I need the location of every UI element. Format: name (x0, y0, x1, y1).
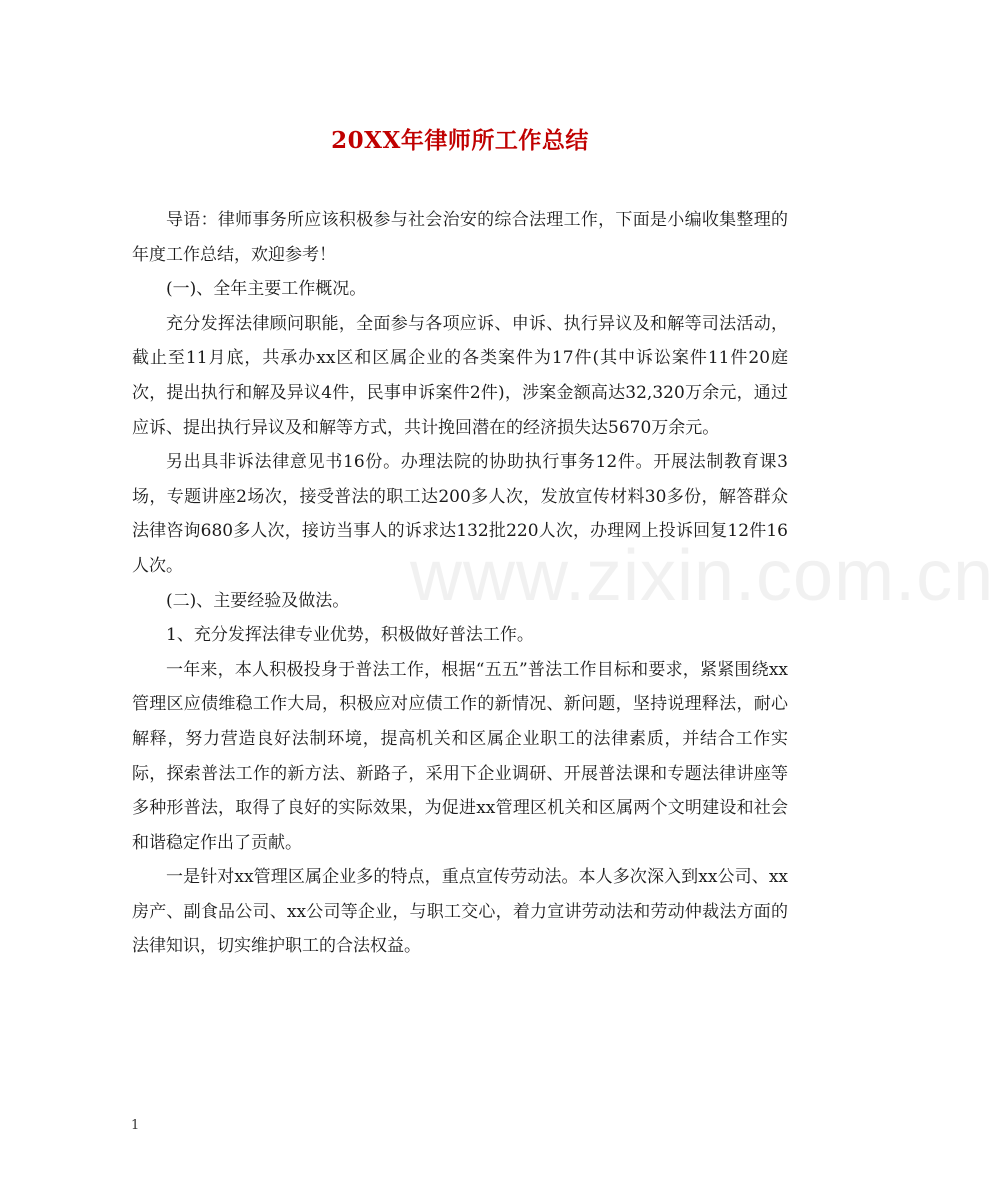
paragraph-work-overview: 充分发挥法律顾问职能，全面参与各项应诉、申诉、执行异议及和解等司法活动，截止至11月底，共承办xx区和区属企业的各类案件为17件(其中诉讼案件11件20庭次，提出执行和解及异议4件，民事申诉案件2件)，涉案金额高达32,320万余元，通过应诉、提出执行异议及和解等方式，共计挽回潜在的经济损失达5670万余元。 (132, 313, 788, 438)
watermark: www.zixin.com.cn (410, 536, 994, 616)
paragraph-subheading-1: 1、充分发挥法律专业优势，积极做好普法工作。 (166, 625, 534, 646)
paragraph-legal-education: 一年来，本人积极投身于普法工作，根据“五五”普法工作目标和要求，紧紧围绕xx管理区应债维稳工作大局，积极应对应债工作的新情况、新问题，坚持说理释法，耐心解释，努力营造良好法制环境，提高机关和区属企业职工的法律素质，并结合工作实际，探索普法工作的新方法、新路子，采用下企业调研、开展普法课和专题法律讲座等多种形普法，取得了良好的实际效果，为促进xx管理区机关和区属两个文明建设和社会和谐稳定作出了贡献。 (132, 659, 788, 853)
paragraph-labor-law: 一是针对xx管理区属企业多的特点，重点宣传劳动法。本人多次深入到xx公司、xx房产、副食品公司、xx公司等企业，与职工交心，着力宣讲劳动法和劳动仲裁法方面的法律知识，切实维护职工的合法权益。 (132, 867, 788, 957)
document-title: 20XX年律师所工作总结 (331, 127, 589, 154)
paragraph-other-work: 另出具非诉法律意见书16份。办理法院的协助执行事务12件。开展法制教育课3场，专题讲座2场次，接受普法的职工达200多人次，发放宣传材料30多份，解答群众法律咨询680多人次，接访当事人的诉求达132批220人次，办理网上投诉回复12件16人次。 (132, 452, 788, 576)
paragraph-intro: 导语：律师事务所应该积极参与社会治安的综合法理工作，下面是小编收集整理的年度工作总结，欢迎参考！ (132, 210, 788, 265)
paragraph-section-2-heading: (二)、主要经验及做法。 (166, 590, 350, 611)
paragraph-section-1-heading: (一)、全年主要工作概况。 (166, 279, 367, 300)
page-number: 1 (131, 1118, 140, 1133)
